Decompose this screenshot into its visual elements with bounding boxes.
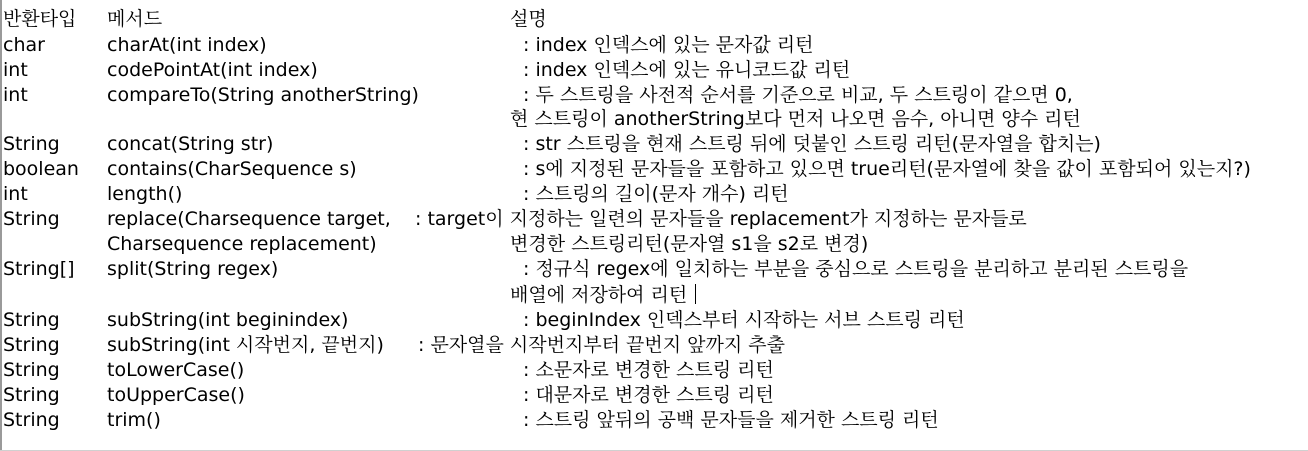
method-cell: trim() [107,409,161,431]
method-cell: toLowerCase() [107,359,245,381]
description-cell-continued [510,283,696,308]
method-cell: subString(int 시작번지, 끝번지) [107,334,384,356]
description-cell-continued: 현 스트링이 anotherString보다 먼저 나오면 음수, 아니면 양수 리턴 [510,108,1081,130]
return-type-cell: String [3,309,60,331]
header-return-type: 반환타입 [3,8,77,30]
method-cell: subString(int beginindex) [107,309,349,331]
return-type-cell: String [3,208,60,230]
method-cell: toUpperCase() [107,384,245,406]
header-description: 설명 [510,8,547,30]
description-cell: : 스트링의 길이(문자 개수) 리턴 [523,183,789,205]
return-type-cell: String [3,334,60,356]
description-cell: : 스트링 앞뒤의 공백 문자들을 제거한 스트링 리턴 [523,409,939,431]
return-type-cell: String [3,359,60,381]
return-type-cell: String [3,384,60,406]
description-cell: : 소문자로 변경한 스트링 리턴 [523,359,774,381]
description-cell: : 두 스트링을 사전적 순서를 기준으로 비교, 두 스트링이 같으면 0, [523,84,1073,106]
method-cell: charAt(int index) [107,34,267,56]
description-cell: : 정규식 regex에 일치하는 부분을 중심으로 스트링을 분리하고 분리된 스트링을 [523,258,1189,280]
method-cell-continued: Charsequence replacement) [107,233,377,255]
left-border [0,0,2,451]
return-type-cell: boolean [3,158,79,180]
description-cell: : index 인덱스에 있는 유니코드값 리턴 [523,59,851,81]
description-cell: : 대문자로 변경한 스트링 리턴 [523,384,774,406]
description-cell: : str 스트링을 현재 스트링 뒤에 덧붙인 스트링 리턴(문자열을 합치는) [523,133,1101,155]
description-cell: : 문자열을 시작번지부터 끝번지 앞까지 추출 [418,334,785,356]
method-cell: contains(CharSequence s) [107,158,357,180]
method-cell: codePointAt(int index) [107,59,318,81]
description-cell: : index 인덱스에 있는 문자값 리턴 [523,34,814,56]
return-type-cell: char [3,34,45,56]
return-type-cell: int [3,183,28,205]
description-cell: : target이 지정하는 일련의 문자들을 replacement가 지정하는 문자들로 [415,208,1027,230]
return-type-cell: String[] [3,258,75,280]
description-cell: : beginIndex 인덱스부터 시작하는 서브 스트링 리턴 [523,309,965,331]
text-cursor [695,284,696,304]
method-cell: concat(String str) [107,133,274,155]
description-text: 배열에 저장하여 리턴 [510,284,688,306]
method-cell: replace(Charsequence target, [107,208,391,230]
method-cell: length() [107,183,183,205]
return-type-cell: String [3,133,60,155]
return-type-cell: int [3,84,28,106]
description-cell: : s에 지정된 문자들을 포함하고 있으면 true리턴(문자열에 찾을 값이 포함되어 있는지?) [523,158,1251,180]
method-cell: split(String regex) [107,258,279,280]
return-type-cell: int [3,59,28,81]
header-method: 메서드 [107,8,163,30]
return-type-cell: String [3,409,60,431]
description-cell-continued: 변경한 스트링리턴(문자열 s1을 s2로 변경) [510,233,869,255]
method-cell: compareTo(String anotherString) [107,84,419,106]
